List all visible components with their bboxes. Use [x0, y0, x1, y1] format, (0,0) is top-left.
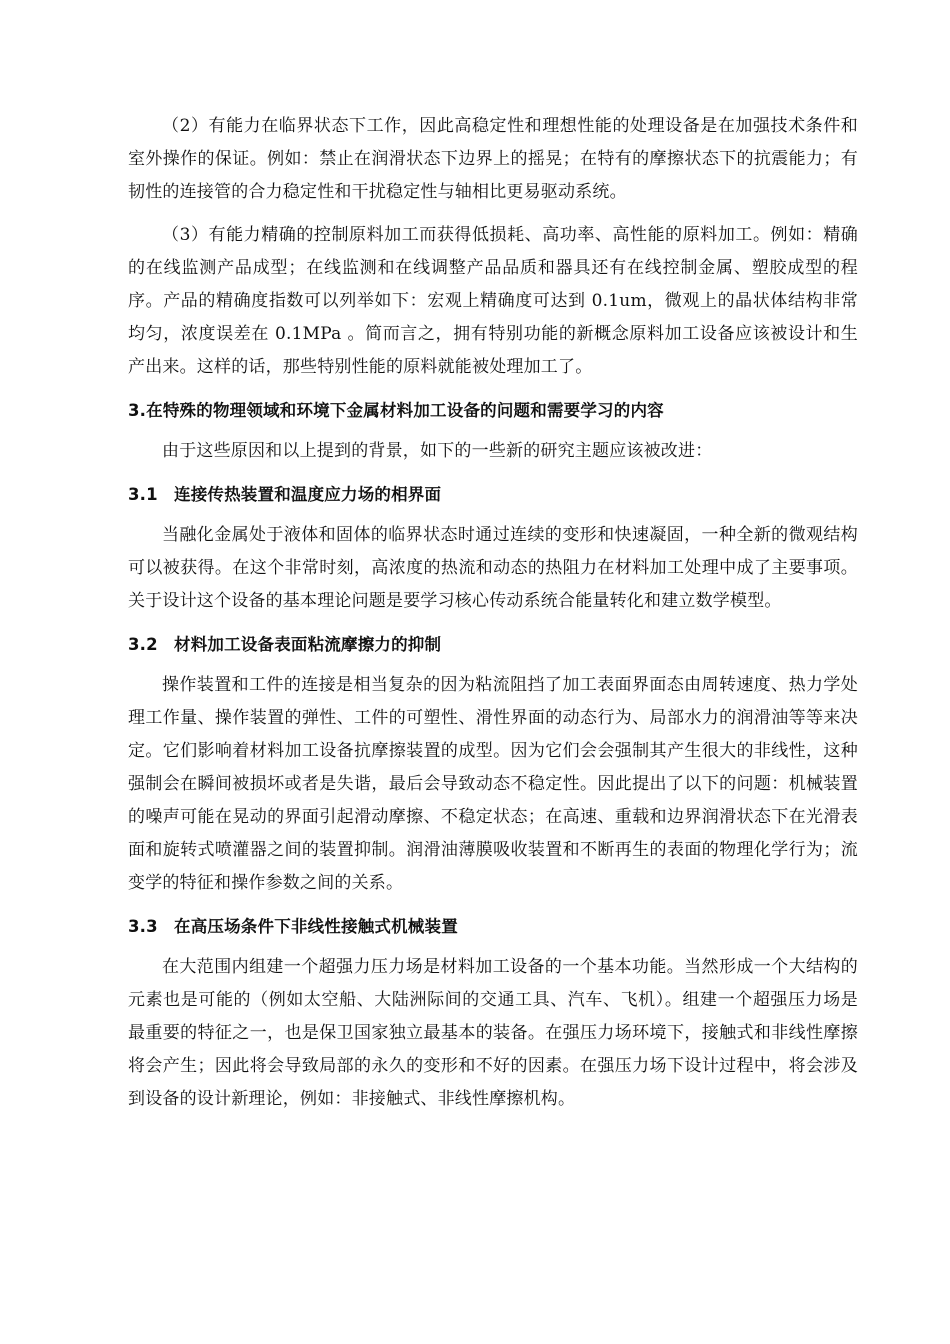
section-number: 3.3 — [128, 917, 158, 936]
section-3-2-heading — [128, 628, 858, 661]
section-3-heading — [128, 394, 858, 427]
section-3-3-heading — [128, 910, 858, 943]
section-3-1-body: 当融化金属处于液体和固体的临界状态时通过连续的变形和快速凝固，一种全新的微观结构可以被获得。在这个非常时刻，高浓度的热流和动态的热阻力在材料加工处理中成了主要事项。关于设计这个设备的基本理论问题是要学习核心传动系统合能量转化和建立数学模型。 — [128, 525, 858, 611]
section-title: 材料加工设备表面粘流摩擦力的抑制 — [174, 635, 442, 654]
section-number: 3. — [128, 401, 147, 420]
paragraph-3: （3）有能力精确的控制原料加工而获得低损耗、高功率、高性能的原料加工。例如：精确的在线监测产品成型；在线监测和在线调整产品品质和器具还有在线控制金属、塑胶成型的程序。产品的精确度指数可以列举如下：宏观上精确度可达到 0.1um，微观上的晶状体结构非常均匀，浓度误差在 0.1MPa 。简而言之，拥有特别功能的新概念原料加工设备应该被设计和生产出来。这样的话，那些特别性能的原料就能被处理加工了。 — [128, 225, 858, 377]
section-3-3-body: 在大范围内组建一个超强力压力场是材料加工设备的一个基本功能。当然形成一个大结构的元素也是可能的（例如太空船、大陆洲际间的交通工具、汽车、飞机）。组建一个超强压力场是最重要的特征之一，也是保卫国家独立最基本的装备。在强压力场环境下，接触式和非线性摩擦将会产生；因此将会导致局部的永久的变形和不好的因素。在强压力场下设计过程中，将会涉及到设备的设计新理论，例如：非接触式、非线性摩擦机构。 — [128, 957, 858, 1109]
section-3-1-heading — [128, 478, 858, 511]
section-title: 在高压场条件下非线性接触式机械装置 — [174, 917, 458, 936]
section-title: 在特殊的物理领域和环境下金属材料加工设备的问题和需要学习的内容 — [146, 401, 664, 420]
section-title: 连接传热装置和温度应力场的相界面 — [174, 485, 442, 504]
section-number: 3.2 — [128, 635, 158, 654]
paragraph-2: （2）有能力在临界状态下工作，因此高稳定性和理想性能的处理设备是在加强技术条件和室外操作的保证。例如：禁止在润滑状态下边界上的摇晃；在特有的摩擦状态下的抗震能力；有韧性的连接管的合力稳定性和干扰稳定性与轴相比更易驱动系统。 — [128, 116, 858, 202]
document-page — [128, 110, 858, 1126]
section-3-2-body: 操作装置和工件的连接是相当复杂的因为粘流阻挡了加工表面界面态由周转速度、热力学处理工作量、操作装置的弹性、工件的可塑性、滑性界面的动态行为、局部水力的润滑油等等来决定。它们影响着材料加工设备抗摩擦装置的成型。因为它们会会强制其产生很大的非线性，这种强制会在瞬间被损坏或者是失谐，最后会导致动态不稳定性。因此提出了以下的问题：机械装置的噪声可能在晃动的界面引起滑动摩擦、不稳定状态；在高速、重载和边界润滑状态下在光滑表面和旋转式喷灌器之间的装置抑制。润滑油薄膜吸收装置和不断再生的表面的物理化学行为；流变学的特征和操作参数之间的关系。 — [128, 675, 858, 893]
section-3-intro: 由于这些原因和以上提到的背景，如下的一些新的研究主题应该被改进： — [162, 441, 713, 461]
section-number: 3.1 — [128, 485, 158, 504]
